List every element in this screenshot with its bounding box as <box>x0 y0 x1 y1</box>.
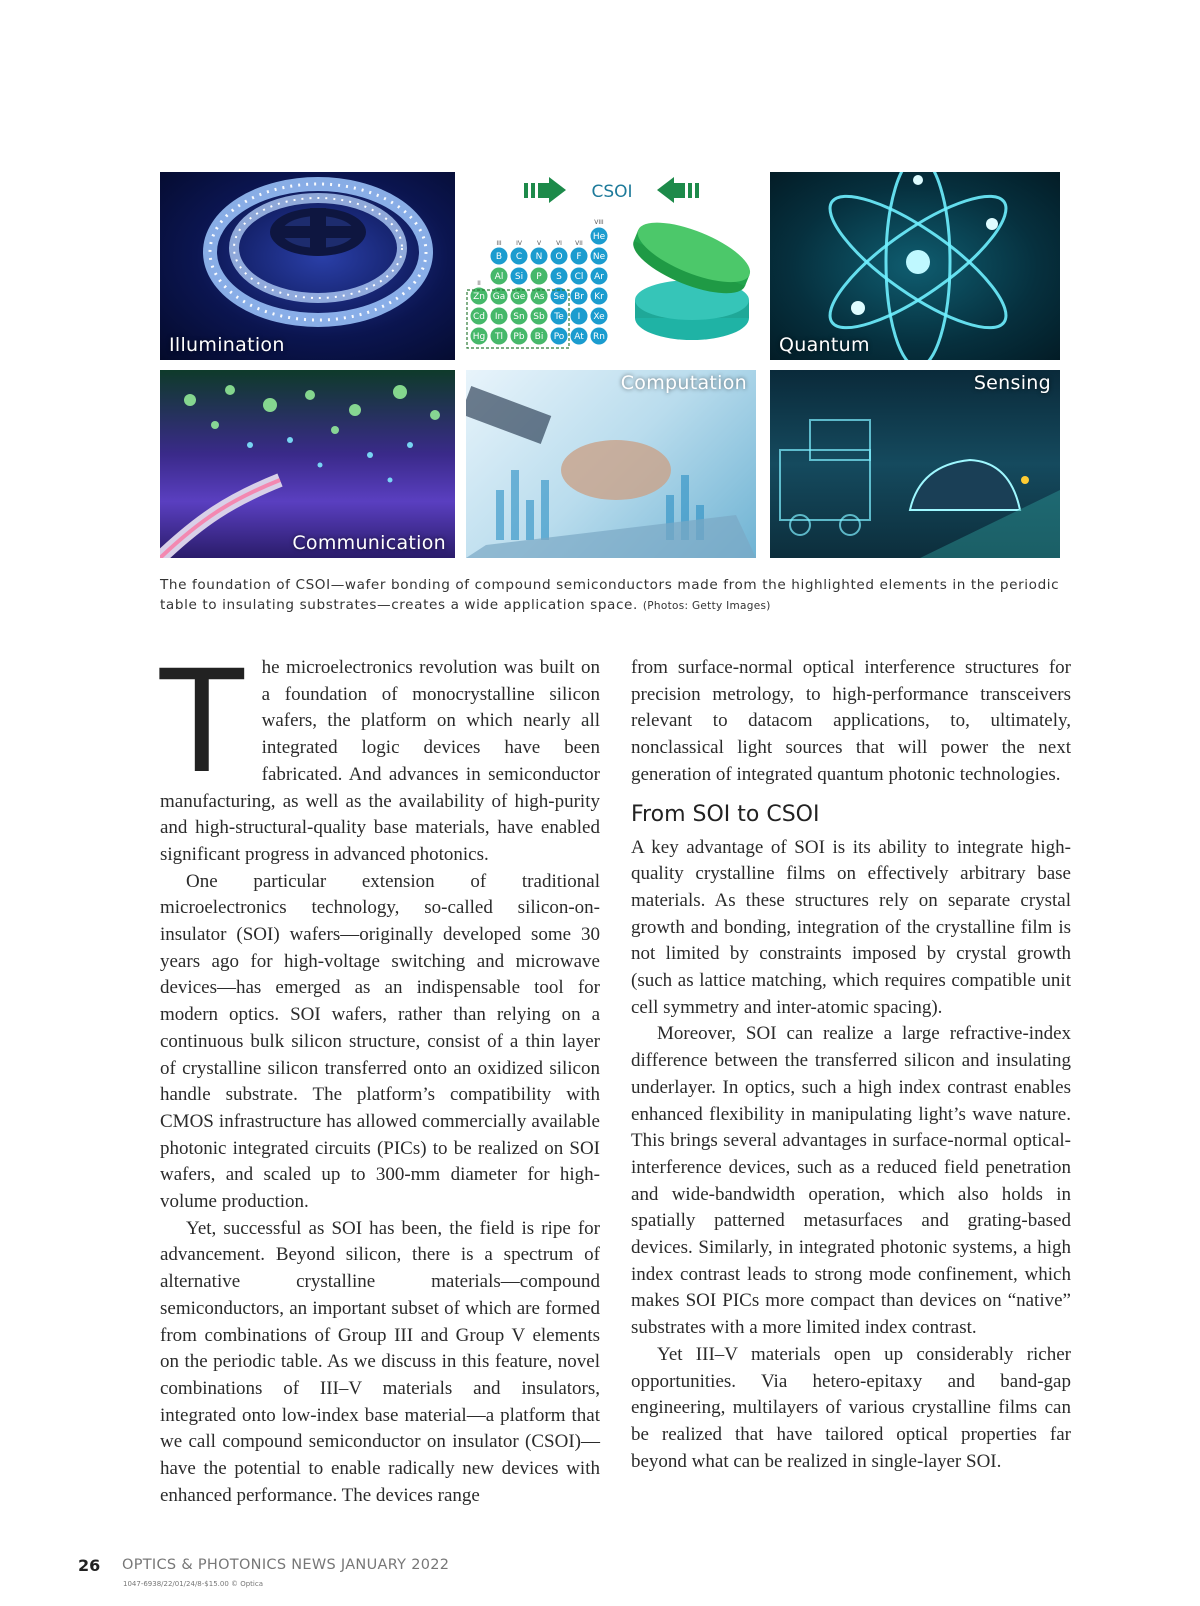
element-symbol: Br <box>574 292 584 302</box>
element-symbol: Rn <box>593 332 605 342</box>
photo-credit: (Photos: Getty Images) <box>642 600 771 612</box>
element-symbol: Ar <box>594 272 604 282</box>
element-symbol: Ne <box>592 252 606 262</box>
paragraph-3: Yet, successful as SOI has been, the field is ripe for advancement. Beyond silicon, there is a spectrum of alternative crystalline materials—compound semiconductors, an important subset of which are formed from combinations of Group III and Group V elements on the periodic table. As we discuss in this feature, novel combinations of III–V materials and insulators, integrated onto low-index base material—a platform that we call compound semiconductor on insulator (CSOI)—have the potential to enable radically new devices with enhanced performance. The devices range <box>160 1217 600 1506</box>
csoi-label: CSOI <box>591 182 633 202</box>
group-label: II <box>477 280 481 287</box>
element-symbol: I <box>577 312 581 322</box>
communication-photo <box>160 370 455 558</box>
element-symbol: Cd <box>473 312 485 322</box>
element-symbol: P <box>536 272 542 282</box>
group-label: V <box>536 240 542 247</box>
element-symbol: Tl <box>495 332 503 342</box>
panel-label-communication: Communication <box>292 532 446 554</box>
element-symbol: Ge <box>512 292 526 302</box>
paragraph-6: Moreover, SOI can realize a large refractive-index difference between the transferred silicon and insulating underlayer. In optics, such a high index contrast enables enhanced flexibility in manipulating light’s wave nature. This brings several advantages in surface-normal optical-interference devices, such as a reduced field penetration and wide-bandwidth operation, which also holds in spatially patterned metasurfaces and grating-based devices. Similarly, in integrated photonic systems, a high index contrast leads to strong mode confinement, which makes SOI PICs more compact than devices on “native” substrates with a more limited index contrast. <box>631 1023 1071 1339</box>
section-heading: From SOI to CSOI <box>631 801 820 827</box>
element-symbol: C <box>515 252 523 262</box>
element-symbol: S <box>556 272 562 282</box>
group-label: IV <box>516 240 522 247</box>
led-strip-reel-graphic <box>160 172 455 360</box>
panel-label-quantum: Quantum <box>779 334 870 356</box>
figure-caption <box>160 575 1060 616</box>
element-symbol: Al <box>494 272 504 282</box>
paragraph-7: Yet III–V materials open up considerably richer opportunities. Via hetero-epitaxy and band-gap engineering, multilayers of various crystalline films can be realized that have tailored optical properties far beyond what can be realized in single-layer SOI. <box>631 1343 1071 1472</box>
element-symbol: F <box>576 252 582 262</box>
element-symbol: Sb <box>533 312 545 322</box>
element-symbol: N <box>535 252 543 262</box>
element-symbol: Po <box>553 332 565 342</box>
element-symbol: Si <box>514 272 524 282</box>
element-symbol: Hg <box>472 332 486 342</box>
group-label: VII <box>575 240 583 247</box>
wafer-graphic <box>626 210 757 340</box>
element-symbol: Sn <box>513 312 525 322</box>
paragraph-1: he microelectronics revolution was built on a foundation of monocrystalline silicon wafers, the platform on which nearly all integrated logic devices have been fabricated. And advances in semiconductor manufacturing, as well as the availability of high-purity and high-structural-quality base materials, have enabled significant progress in advanced photonics. <box>160 657 600 865</box>
group-label: VIII <box>594 219 604 226</box>
element-symbol: In <box>494 312 504 322</box>
panel-label-sensing: Sensing <box>973 372 1051 394</box>
paragraph-5: A key advantage of SOI is its ability to integrate high-quality crystalline films on effectively arbitrary base materials. As these structures rely on separate crystal growth and bonding, integration of the crystalline film is not limited by constraints imposed by crystal growth (such as lattice matching, which requires compatible unit cell symmetry and inter-atomic spacing). <box>631 836 1071 1018</box>
left-arrow-icon <box>657 177 699 203</box>
element-symbol: Kr <box>594 292 604 302</box>
paragraph-4: from surface-normal optical interference structures for precision metrology, to high-performance transceivers relevant to datacom applications, to, ultimately, nonclassical light sources that will power the next generation of integrated quantum photonic technologies. <box>631 657 1071 785</box>
drop-cap: T <box>156 635 248 803</box>
element-symbol: Pb <box>513 332 525 342</box>
computation-photo <box>466 370 756 558</box>
csoi-diagram <box>462 172 762 360</box>
paragraph-2: One particular extension of traditional microelectronics technology, so-called silicon-on-insulator (SOI) wafers—originally developed some 30 years ago for high-voltage switching and microwave devices—has emerged as an indispensable tool for modern optics. SOI wafers, rather than relying on a continuous bulk silicon structure, consist of a thin layer of crystalline silicon transferred onto an oxidized silicon handle substrate. The platform’s compatibility with CMOS infrastructure has allowed commercially available photonic integrated circuits (PICs) to be realized on SOI wafers, and scaled up to 300-mm diameter for high-volume production. <box>160 870 600 1213</box>
article-column-right <box>631 655 1071 1475</box>
element-symbol: Ga <box>492 292 506 302</box>
laptop-graphic <box>466 370 756 558</box>
element-symbol: Zn <box>473 292 485 302</box>
element-symbol: Xe <box>593 312 605 322</box>
group-label: VI <box>556 240 562 247</box>
periodic-table <box>470 219 608 345</box>
magazine-name: OPTICS & PHOTONICS NEWS JANUARY 2022 <box>122 1557 450 1573</box>
panel-label-illumination: Illumination <box>169 334 285 356</box>
element-symbol: As <box>533 292 545 302</box>
element-symbol: B <box>495 252 503 262</box>
panel-label-computation: Computation <box>620 372 747 394</box>
element-symbol: Cl <box>574 272 584 282</box>
periodic-table-wafer-graphic <box>462 172 762 360</box>
article-column-left <box>156 635 600 1510</box>
element-symbol: O <box>555 252 563 262</box>
element-symbol: He <box>592 232 606 242</box>
element-symbol: Te <box>554 312 564 322</box>
fiber-optics-graphic <box>160 370 455 558</box>
element-symbol: Se <box>553 292 565 302</box>
atom-graphic <box>770 172 1060 360</box>
element-symbol: At <box>574 332 584 342</box>
issn-line: 1047-6938/22/01/24/8-$15.00 © Optica <box>123 1580 264 1588</box>
group-label: III <box>496 240 502 247</box>
quantum-photo <box>770 172 1060 360</box>
sensing-photo <box>770 370 1060 558</box>
right-arrow-icon <box>524 177 566 203</box>
page-number: 26 <box>78 1556 101 1575</box>
illumination-photo <box>160 172 455 360</box>
caption-text: The foundation of CSOI—wafer bonding of compound semiconductors made from the highlighted elements in the periodic table to insulating substrates—creates a wide application space. <box>160 577 1060 613</box>
element-symbol: Bi <box>534 332 544 342</box>
vehicles-graphic <box>770 370 1060 558</box>
